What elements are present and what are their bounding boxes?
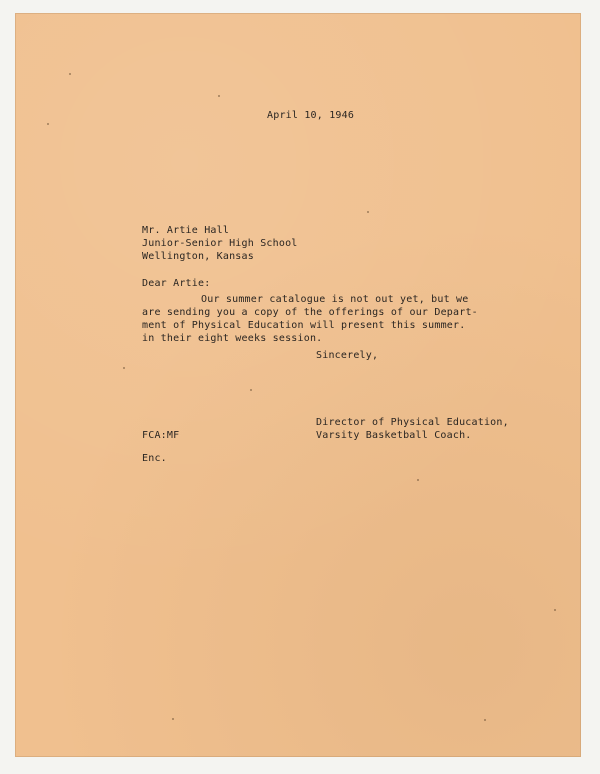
body-line: are sending you a copy of the offerings of our Depart-	[142, 307, 478, 318]
paper-speck	[554, 609, 556, 611]
address-line: Junior-Senior High School	[142, 238, 298, 249]
paper-speck	[172, 718, 174, 720]
closing: Sincerely,	[316, 350, 379, 361]
title-line: Director of Physical Education,	[316, 417, 509, 428]
typist-initials: FCA:MF	[142, 430, 180, 441]
address-line: Wellington, Kansas	[142, 251, 254, 262]
salutation: Dear Artie:	[142, 278, 211, 289]
letter-date: April 10, 1946	[267, 110, 355, 121]
letter-paper	[15, 13, 581, 757]
paper-speck	[69, 73, 71, 75]
paper-speck	[250, 389, 252, 391]
title-line: Varsity Basketball Coach.	[316, 430, 472, 441]
paper-speck	[417, 479, 419, 481]
address-line: Mr. Artie Hall	[142, 225, 230, 236]
paper-speck	[484, 719, 486, 721]
body-line: ment of Physical Education will present this summer.	[142, 320, 466, 331]
body-line: in their eight weeks session.	[142, 333, 323, 344]
paper-speck	[123, 367, 125, 369]
body-line: Our summer catalogue is not out yet, but we	[201, 294, 469, 305]
paper-speck	[218, 95, 220, 97]
paper-speck	[47, 123, 49, 125]
enclosure-note: Enc.	[142, 453, 167, 464]
paper-speck	[367, 211, 369, 213]
